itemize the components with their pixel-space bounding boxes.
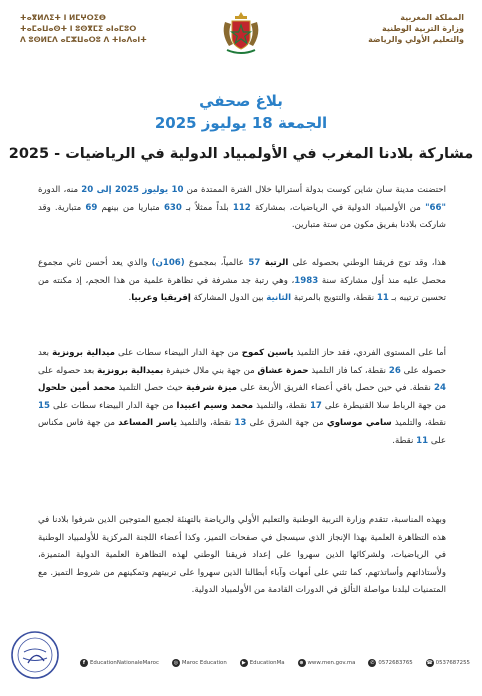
bold-span: إفريقيا وعربيا xyxy=(131,293,191,303)
paragraph-2 xyxy=(38,255,446,308)
ministry-stamp-icon xyxy=(10,630,60,680)
text-span: من جهة الرباط سلا القنيطرة على xyxy=(321,400,446,411)
highlight-span: 11 xyxy=(416,435,429,446)
text-span: من جهة بني ملال خنيفرة xyxy=(163,365,258,376)
bold-span: ميزة شرفية xyxy=(186,383,237,393)
footer-fax[interactable] xyxy=(426,659,470,667)
paragraph-1 xyxy=(38,182,446,235)
ministry-name-tifinagh xyxy=(20,12,170,45)
header-ar-line-3: والتعليم الأولي والرياضة xyxy=(368,35,464,44)
kingdom-emblem-icon xyxy=(219,10,263,56)
highlight-span: 57 xyxy=(243,258,265,268)
highlight-span: (106ن) xyxy=(151,258,185,268)
text-span: نقطة، كما فاز التلميذ xyxy=(308,365,389,376)
web-glyph: ⊕ xyxy=(299,660,304,666)
footer-label: EducationMa xyxy=(249,660,285,666)
footer-instagram[interactable] xyxy=(172,659,227,667)
footer-youtube[interactable] xyxy=(240,659,285,667)
phone-icon xyxy=(368,659,376,667)
bold-span: حمزة عشاق xyxy=(257,365,309,376)
footer-label: 0537687255 xyxy=(435,660,470,666)
text-span: متباريا من بينهم xyxy=(97,202,164,213)
highlight-span: 10 يوليوز 2025 إلى 20 xyxy=(81,185,184,195)
text-span: بين الدول المشاركة xyxy=(190,293,267,303)
text-span: أما على المستوى الفردي، فقد حاز التلميذ xyxy=(293,348,446,358)
document-date: الجمعة 18 يوليوز 2025 xyxy=(154,114,328,132)
text-span: احتضنت مدينة سان شاين كوست بدولة أستراليا خلال الفترة الممتدة من xyxy=(183,185,446,195)
header-tf-line-1: ⵜⴰⴳⵍⴷⵉⵜ ⵏ ⵍⵎⵖⵔⵉⴱ xyxy=(20,13,106,22)
bold-span: ياسين كموح xyxy=(241,348,294,358)
fax-icon xyxy=(426,659,434,667)
youtube-glyph: ▶ xyxy=(241,660,246,666)
bold-span: محمد وسيم اعبيدا xyxy=(176,400,254,411)
facebook-icon xyxy=(80,659,88,667)
text-span: من جهة الدار البيضاء سطات على xyxy=(115,348,242,358)
highlight-span: 26 xyxy=(388,365,401,376)
phone-glyph: ✆ xyxy=(370,660,375,666)
highlight-span: 13 xyxy=(234,418,247,428)
highlight-span: 11 xyxy=(376,293,389,303)
footer-phone[interactable] xyxy=(368,659,412,667)
footer-facebook[interactable] xyxy=(80,659,159,667)
paragraph-4: وبهذه المناسبة، تتقدم وزارة التربية الوطنية والتعليم الأولي والرياضة بالتهنئة لجميع المتوجين الذين شرفوا بلادنا في هذه التظاهرة العلمية بهذا الإنجاز الذي سيسجل في صفحات التميز، وكذا أعضاء اللجنة المركزية للأولمبياد الوطنية في الرياضيات، ولشركائها الذين سهروا على إعداد فريقنا الوطني لهذه التظاهرة العلمية الدولية المتميزة، ولأستاذاتهم وأساتذتهم، كما تثني على أمهات وآباء أبطالنا الذين سهروا على تربيتهم وتمكينهم من شروط التميز. مع المتمنيات لبلدنا مواصلة التألق في الدورات القادمة من الأولمبياد الدولية. xyxy=(38,515,446,595)
text-span: نقطة. xyxy=(392,435,417,446)
text-span: عالمياً، بمجموع xyxy=(184,258,244,268)
instagram-glyph: ◎ xyxy=(173,660,179,666)
footer-label: www.men.gov.ma xyxy=(307,660,356,666)
text-span: والذي يعد أحسن ثاني مجموع محصل عليه منذ أول مشاركة سنة xyxy=(38,258,446,286)
footer-label: Maroc Education xyxy=(181,660,227,666)
ministry-name-arabic xyxy=(314,12,464,45)
highlight-span: 15 xyxy=(38,400,50,411)
fax-glyph: ☎ xyxy=(426,660,433,666)
headline: مشاركة بلادنا المغرب في الأولمبياد الدولية في الرياضيات - 2025 xyxy=(8,146,474,162)
highlight-span: 69 xyxy=(85,202,98,213)
highlight-span: 1983 xyxy=(294,275,319,286)
text-span: نقطة، والتلميذ xyxy=(391,418,446,428)
bold-span: ياسر المساعد xyxy=(118,418,177,428)
bold-span: ميدالية برونزية xyxy=(52,348,116,358)
header-ar-line-2: وزارة التربية الوطنية xyxy=(381,24,464,33)
text-span: بلداً ممثلاً بـ xyxy=(181,202,233,213)
text-span: . xyxy=(128,293,132,303)
text-span: حيث حصل التلميذ xyxy=(115,383,187,393)
highlight-span: 630 xyxy=(163,202,182,213)
bold-span: سامي موساوي xyxy=(326,418,392,428)
paragraph-3 xyxy=(38,345,446,450)
highlight-span: "66" xyxy=(425,202,446,213)
footer-label: EducationNationaleMaroc xyxy=(90,660,159,666)
text-span: من جهة الشرق على xyxy=(246,418,327,428)
text-span: منه، الدورة xyxy=(38,185,82,195)
youtube-icon xyxy=(240,659,248,667)
bold-span: بميدالية برونزية xyxy=(97,365,164,376)
text-span: بعد حصوله على xyxy=(38,365,98,376)
web-icon xyxy=(298,659,306,667)
instagram-icon xyxy=(172,659,180,667)
highlight-span: 112 xyxy=(232,202,251,213)
text-span: متبارية. وقد شاركت بلادنا بفريق مكون من ستة متبارين. xyxy=(38,202,446,230)
text-span: ، وهي رتبة جد مشرفة في تظاهرة علمية من هذا الحجم، إذ مكنته من تحسين ترتيبه بـ xyxy=(38,275,446,303)
text-span: من جهة فاس مكناس على xyxy=(38,418,446,446)
footer-label: 0572683765 xyxy=(378,660,413,666)
bold-span: الرتبة xyxy=(264,258,289,268)
text-span: بعد حصوله على xyxy=(38,348,447,376)
document-kind: بلاغ صحفي xyxy=(199,92,283,110)
bold-span: محمد أمين حلحول xyxy=(38,383,116,393)
text-span: هذا، وقد توج فريقنا الوطني بحصوله على xyxy=(288,258,447,268)
highlight-span: 24 xyxy=(434,383,446,393)
header-ar-line-1: المملكة المغربية xyxy=(400,13,464,22)
text-span: نقطة، والتلميذ xyxy=(176,418,235,428)
text-span: من الأولمبياد الدولية في الرياضيات، بمشاركة xyxy=(250,202,426,213)
header-tf-line-2: ⵜⴰⵎⴰⵡⴰⵙⵜ ⵏ ⵓⵙⴳⵎⵉ ⴰⵏⴰⵎⵓⵔ xyxy=(20,24,137,33)
highlight-span: الثانية xyxy=(266,293,292,303)
text-span: نقطة، والتلميذ xyxy=(253,400,310,411)
contact-footer xyxy=(80,654,470,672)
text-span: من جهة الدار البيضاء سطات على xyxy=(49,400,177,411)
text-span: نقطة، والتتويج بالمرتبة xyxy=(291,293,377,303)
highlight-span: 17 xyxy=(309,400,322,411)
text-span: نقطة. في حين حصل باقي أعضاء الفريق الأربعة على xyxy=(236,383,435,393)
facebook-glyph: f xyxy=(82,660,86,666)
header-tf-line-3: ⴷ ⵓⵙⵍⵎⴷ ⴰⵎⵣⵡⴰⵔⵓ ⴷ ⵜⵏⴰⴷⴰⵏⵜ xyxy=(20,35,147,44)
footer-website[interactable] xyxy=(298,659,356,667)
